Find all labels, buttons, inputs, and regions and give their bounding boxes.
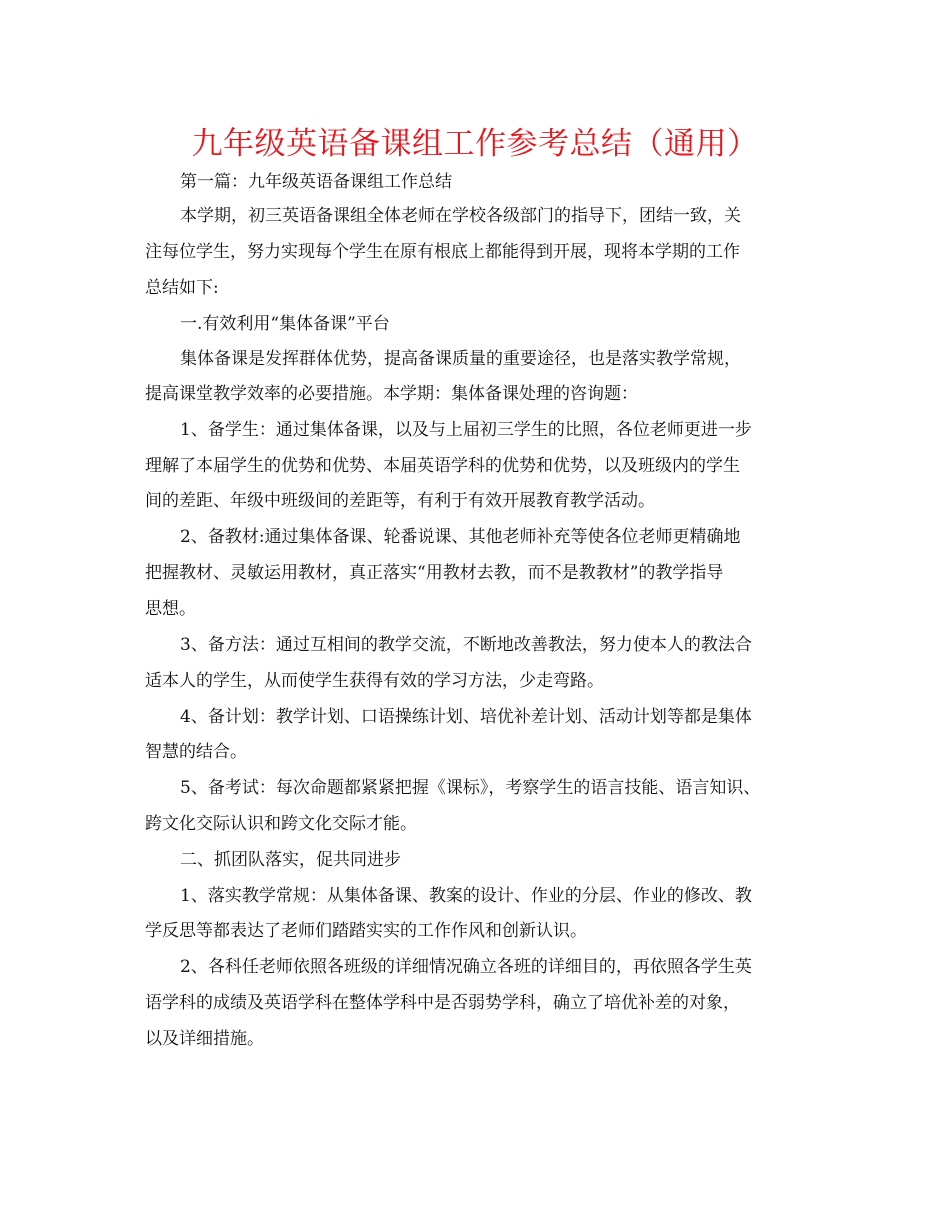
paragraph-line: 智慧的结合。 — [145, 742, 247, 762]
paragraph-line: 2、各科任老师依照各班级的详细情况确立各班的详细目的，再依照各学生英 — [180, 957, 752, 977]
paragraph-line: 总结如下: — [145, 278, 219, 298]
paragraph-line: 思想。 — [145, 599, 196, 619]
paragraph-line: 以及详细措施。 — [145, 1029, 264, 1049]
section-heading: 第一篇：九年级英语备课组工作总结 — [180, 172, 452, 192]
paragraph-line: 本学期，初三英语备课组全体老师在学校各级部门的指导下，团结一致，关 — [180, 206, 741, 226]
paragraph-line: 学反思等都表达了老师们踏踏实实的工作作风和创新认识。 — [145, 921, 587, 941]
paragraph-line: 提高课堂教学效率的必要措施。本学期：集体备课处理的咨询题： — [145, 384, 638, 404]
paragraph-line: 集体备课是发挥群体优势，提高备课质量的重要途径，也是落实教学常规， — [180, 349, 741, 369]
paragraph-line: 把握教材、灵敏运用教材，真正落实“用教材去教，而不是教教材”的教学指导 — [145, 563, 724, 583]
section-heading: 一.有效利用“集体备课”平台 — [180, 314, 390, 334]
paragraph-line: 跨文化交际认识和跨文化交际才能。 — [145, 814, 417, 834]
paragraph-line: 语学科的成绩及英语学科在整体学科中是否弱势学科，确立了培优补差的对象， — [145, 993, 740, 1013]
section-heading: 二、抓团队落实，促共同进步 — [180, 850, 401, 870]
paragraph-line: 间的差距、年级中班级间的差距等，有利于有效开展教育教学活动。 — [145, 491, 655, 511]
paragraph-line: 适本人的学生，从而使学生获得有效的学习方法，少走弯路。 — [145, 671, 604, 691]
paragraph-line: 1、落实教学常规：从集体备课、教案的设计、作业的分层、作业的修改、教 — [180, 886, 752, 906]
paragraph-line: 3、备方法：通过互相间的教学交流，不断地改善教法，努力使本人的教法合 — [180, 635, 752, 655]
document-title: 九年级英语备课组工作参考总结（通用） — [191, 126, 759, 162]
paragraph-line: 4、备计划：教学计划、口语操练计划、培优补差计划、活动计划等都是集体 — [180, 707, 752, 727]
paragraph-line: 5、备考试：每次命题都紧紧把握《课标》，考察学生的语言技能、语言知识、 — [180, 778, 761, 798]
paragraph-line: 2、备教材:通过集体备课、轮番说课、其他老师补充等使各位老师更精确地 — [180, 527, 741, 547]
paragraph-line: 理解了本届学生的优势和优势、本届英语学科的优势和优势，以及班级内的学生 — [145, 456, 740, 476]
paragraph-line: 1、备学生：通过集体备课，以及与上届初三学生的比照，各位老师更进一步 — [180, 420, 752, 440]
paragraph-line: 注每位学生，努力实现每个学生在原有根底上都能得到开展，现将本学期的工作 — [145, 242, 740, 262]
